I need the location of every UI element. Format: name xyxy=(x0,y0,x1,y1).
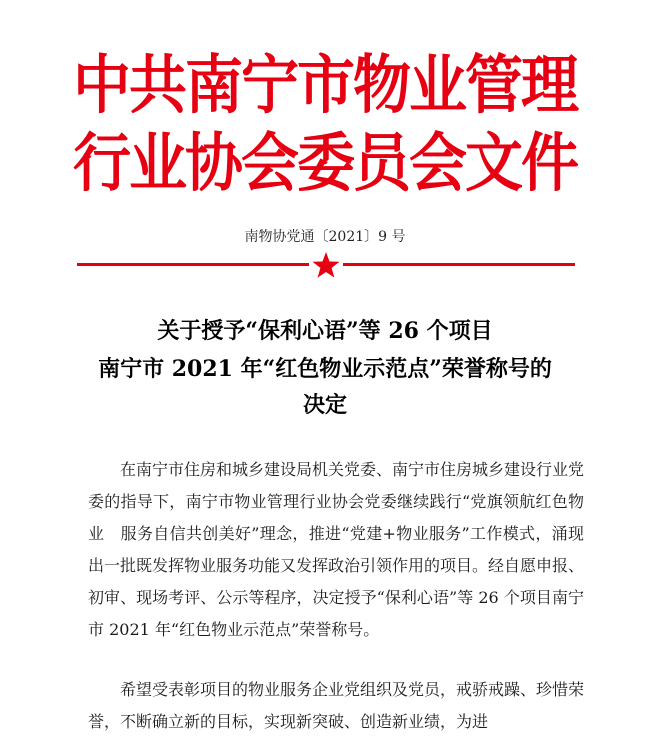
body-paragraph-2: 希望受表彰项目的物业服务企业党组织及党员，戒骄戒躁、珍惜荣誉，不断确立新的目标，实现新突破、创造新业绩，为进 xyxy=(88,680,585,731)
red-divider-left xyxy=(77,263,309,266)
title-line-2: 南宁市 2021 年“红色物业示范点”荣誉称号的 xyxy=(98,356,552,382)
masthead-line-1: 中共南宁市物业管理 xyxy=(72,47,577,123)
document-number: 南物协党通〔2021〕9 号 xyxy=(244,229,406,245)
red-divider-right xyxy=(343,263,575,266)
masthead-line-2: 行业协会委员会文件 xyxy=(72,125,577,201)
body-paragraph-1: 在南宁市住房和城乡建设局机关党委、南宁市住房城乡建设行业党委的指导下，南宁市物业管理行业协会党委继续践行“党旗领航红色物业 服务自信共创美好”理念，推进“党建+物业服务”工作模式，涌现出一批既发挥物业服务功能又发挥政治引领作用的项目。经自愿申报、初审、现场考评、公示等程序，决定授予“保利心语”等 26 个项目南宁市 2021 年“红色物业示范点”荣誉称号。 xyxy=(88,460,585,639)
title-line-3: 决定 xyxy=(302,392,347,418)
red-star-icon xyxy=(311,250,341,280)
title-line-1: 关于授予“保利心语”等 26 个项目 xyxy=(157,318,493,344)
